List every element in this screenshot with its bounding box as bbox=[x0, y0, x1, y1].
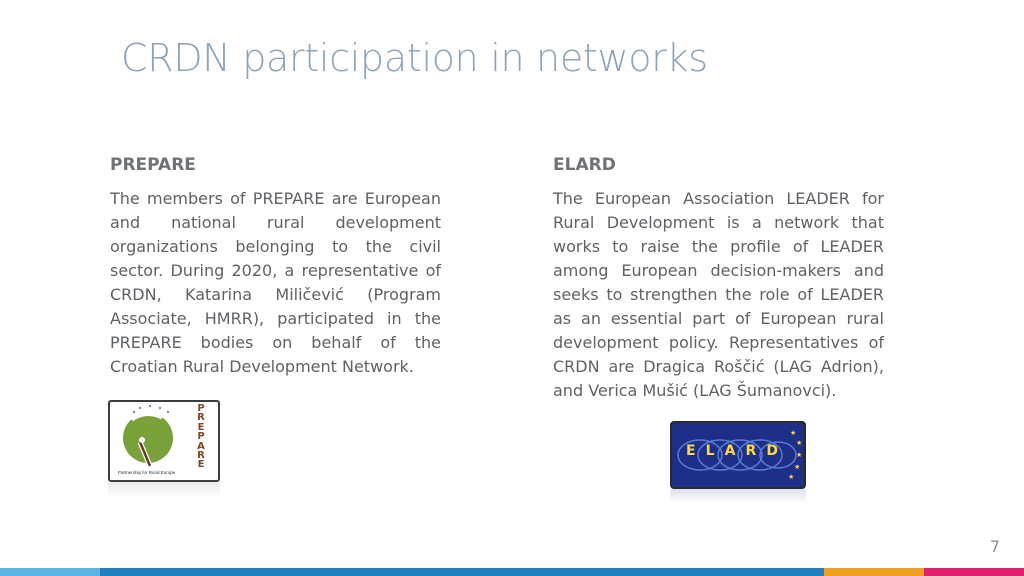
elard-logo bbox=[670, 421, 806, 489]
bar-segment-orange bbox=[824, 568, 924, 576]
elard-description: The European Association LEADER for Rural Development is a network that works to raise the profile of LEADER among European decision-makers and seeks to strengthen the role of LEADER as an essential part of European rural development policy. Representatives of CRDN are Dragica Roščić (LAG Adrion), and Verica Mušić (LAG Šumanovci). bbox=[553, 189, 884, 400]
elard-column bbox=[553, 153, 884, 403]
prepare-heading: PREPARE bbox=[110, 155, 196, 175]
prepare-column bbox=[110, 153, 441, 379]
svg-text:★: ★ bbox=[790, 429, 797, 437]
elard-heading: ELARD bbox=[553, 155, 616, 175]
prepare-logo-letters: P R E P A R E bbox=[197, 403, 205, 471]
bar-segment-light-blue bbox=[0, 568, 100, 576]
page-number: 7 bbox=[989, 537, 1000, 556]
bar-segment-pink bbox=[924, 568, 1024, 576]
prepare-description: The members of PREPARE are European and national rural development organizations belonging to the civil sector. During 2020, a representative of CRDN, Katarina Miličević (Program Associate, HMRR), participated in the PREPARE bodies on behalf of the Croatian Rural Development Network. bbox=[110, 189, 441, 376]
elard-logo-letters: E L A R D bbox=[686, 443, 778, 459]
prepare-logo-reflection bbox=[108, 482, 220, 498]
prepare-logo bbox=[108, 400, 220, 482]
slide-title: CRDN participation in networks bbox=[121, 36, 708, 80]
svg-text:★: ★ bbox=[794, 463, 801, 471]
prepare-logo-tagline: Partnership for Rural Europe bbox=[118, 470, 176, 475]
svg-text:★: ★ bbox=[788, 473, 795, 481]
bar-segment-blue bbox=[100, 568, 824, 576]
elard-logo-reflection bbox=[670, 489, 806, 503]
svg-text:★: ★ bbox=[796, 451, 803, 459]
svg-text:★: ★ bbox=[796, 439, 803, 447]
bottom-color-bar bbox=[0, 568, 1024, 576]
